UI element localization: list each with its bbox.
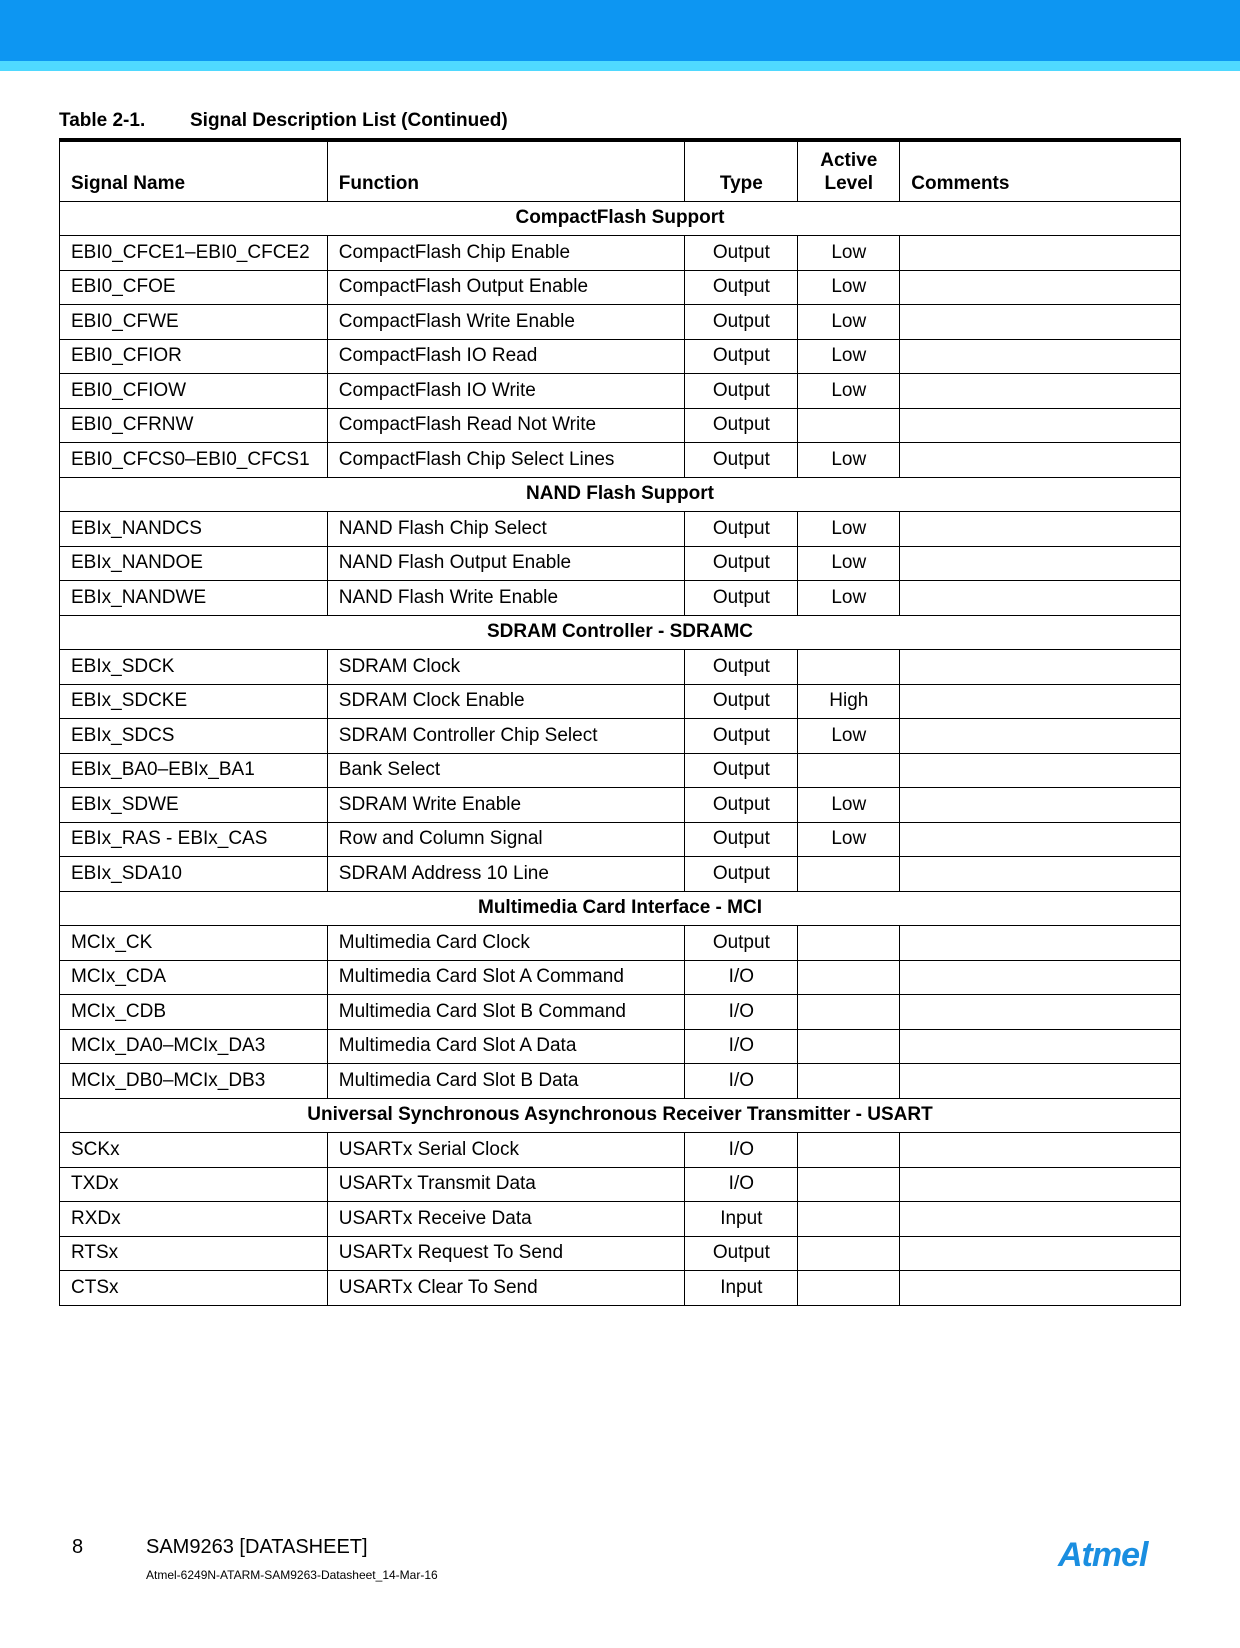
signal-name-cell: SCKx [60,1133,328,1168]
signal-table [59,138,1181,1306]
type-cell: I/O [685,1167,798,1202]
signal-name-cell: EBI0_CFCS0–EBI0_CFCS1 [60,443,328,478]
table-row [60,1236,1181,1271]
function-cell: Multimedia Card Slot B Data [327,1064,685,1099]
col-header-comments: Comments [900,140,1181,201]
type-cell: I/O [685,960,798,995]
group-title: Multimedia Card Interface - MCI [60,891,1181,926]
signal-name-cell: MCIx_CDA [60,960,328,995]
active-level-cell: Low [798,443,900,478]
col-header-signal-name: Signal Name [60,140,328,201]
table-number: Table 2-1. [59,110,146,131]
comments-cell [900,822,1181,857]
active-level-cell: Low [798,719,900,754]
active-level-cell: Low [798,270,900,305]
signal-name-cell: EBIx_SDA10 [60,857,328,892]
col-header-function: Function [327,140,685,201]
active-level-cell [798,960,900,995]
comments-cell [900,650,1181,685]
type-cell: Input [685,1271,798,1306]
function-cell: Multimedia Card Slot B Command [327,995,685,1030]
comments-cell [900,1029,1181,1064]
group-row [60,891,1181,926]
function-cell: CompactFlash IO Read [327,339,685,374]
type-cell: Output [685,926,798,961]
type-cell: I/O [685,1133,798,1168]
table-row [60,753,1181,788]
signal-name-cell: MCIx_DB0–MCIx_DB3 [60,1064,328,1099]
group-title: Universal Synchronous Asynchronous Receiver Transmitter - USART [60,1098,1181,1133]
signal-name-cell: CTSx [60,1271,328,1306]
active-level-cell [798,926,900,961]
active-level-cell [798,650,900,685]
group-row [60,201,1181,236]
function-cell: CompactFlash Output Enable [327,270,685,305]
comments-cell [900,512,1181,547]
comments-cell [900,960,1181,995]
comments-cell [900,1202,1181,1237]
table-row [60,650,1181,685]
function-cell: USARTx Serial Clock [327,1133,685,1168]
page-number: 8 [72,1536,84,1558]
signal-name-cell: TXDx [60,1167,328,1202]
function-cell: USARTx Receive Data [327,1202,685,1237]
table-row [60,1202,1181,1237]
function-cell: NAND Flash Write Enable [327,581,685,616]
comments-cell [900,1271,1181,1306]
type-cell: Output [685,822,798,857]
function-cell: SDRAM Clock Enable [327,684,685,719]
type-cell: Output [685,408,798,443]
signal-name-cell: RXDx [60,1202,328,1237]
active-level-cell: Low [798,339,900,374]
type-cell: I/O [685,1029,798,1064]
function-cell: CompactFlash IO Write [327,374,685,409]
atmel-logo: Atmel [1058,1536,1148,1574]
active-level-cell: Low [798,822,900,857]
type-cell: I/O [685,1064,798,1099]
function-cell: SDRAM Clock [327,650,685,685]
comments-cell [900,926,1181,961]
signal-name-cell: EBI0_CFIOW [60,374,328,409]
group-row [60,615,1181,650]
function-cell: USARTx Clear To Send [327,1271,685,1306]
active-level-cell [798,1133,900,1168]
function-cell: USARTx Request To Send [327,1236,685,1271]
active-level-cell [798,1064,900,1099]
function-cell: CompactFlash Chip Enable [327,236,685,271]
signal-name-cell: RTSx [60,1236,328,1271]
comments-cell [900,236,1181,271]
table-row [60,1133,1181,1168]
signal-name-cell: EBIx_NANDOE [60,546,328,581]
comments-cell [900,1236,1181,1271]
comments-cell [900,546,1181,581]
comments-cell [900,270,1181,305]
type-cell: I/O [685,995,798,1030]
type-cell: Output [685,443,798,478]
table-row [60,788,1181,823]
function-cell: Multimedia Card Clock [327,926,685,961]
signal-name-cell: EBIx_SDCKE [60,684,328,719]
group-row [60,1098,1181,1133]
document-title: SAM9263 [DATASHEET] [146,1536,368,1558]
comments-cell [900,1133,1181,1168]
type-cell: Output [685,546,798,581]
table-row [60,822,1181,857]
active-level-cell: Low [798,788,900,823]
comments-cell [900,857,1181,892]
header-bar [0,0,1240,61]
function-cell: CompactFlash Read Not Write [327,408,685,443]
table-title: Signal Description List (Continued) [190,110,508,131]
comments-cell [900,719,1181,754]
table-header-row [60,140,1181,201]
active-level-cell [798,408,900,443]
comments-cell [900,1064,1181,1099]
function-cell: SDRAM Controller Chip Select [327,719,685,754]
function-cell: SDRAM Write Enable [327,788,685,823]
type-cell: Output [685,1236,798,1271]
col-header-type: Type [685,140,798,201]
active-level-cell [798,1271,900,1306]
comments-cell [900,339,1181,374]
function-cell: USARTx Transmit Data [327,1167,685,1202]
active-level-cell: Low [798,305,900,340]
signal-name-cell: EBI0_CFWE [60,305,328,340]
active-level-cell: Low [798,581,900,616]
comments-cell [900,1167,1181,1202]
function-cell: NAND Flash Output Enable [327,546,685,581]
group-title: CompactFlash Support [60,201,1181,236]
type-cell: Output [685,581,798,616]
table-row [60,1029,1181,1064]
table-row [60,339,1181,374]
comments-cell [900,443,1181,478]
table-row [60,719,1181,754]
table-caption [59,110,508,132]
table-row [60,1064,1181,1099]
signal-name-cell: EBIx_SDCK [60,650,328,685]
comments-cell [900,374,1181,409]
active-level-cell [798,1236,900,1271]
signal-name-cell: EBI0_CFCE1–EBI0_CFCE2 [60,236,328,271]
col-header-active-level: Active Level [798,140,900,201]
signal-name-cell: EBIx_SDWE [60,788,328,823]
table-row [60,1271,1181,1306]
signal-name-cell: EBIx_RAS - EBIx_CAS [60,822,328,857]
active-level-cell [798,1167,900,1202]
type-cell: Output [685,788,798,823]
type-cell: Input [685,1202,798,1237]
comments-cell [900,684,1181,719]
table-row [60,1167,1181,1202]
type-cell: Output [685,684,798,719]
group-row [60,477,1181,512]
active-level-cell: Low [798,236,900,271]
signal-name-cell: EBIx_NANDCS [60,512,328,547]
group-title: SDRAM Controller - SDRAMC [60,615,1181,650]
active-level-cell [798,995,900,1030]
type-cell: Output [685,305,798,340]
group-title: NAND Flash Support [60,477,1181,512]
signal-name-cell: MCIx_DA0–MCIx_DA3 [60,1029,328,1064]
table-row [60,857,1181,892]
table-row [60,684,1181,719]
comments-cell [900,408,1181,443]
signal-name-cell: EBIx_BA0–EBIx_BA1 [60,753,328,788]
active-level-cell [798,753,900,788]
signal-name-cell: EBI0_CFIOR [60,339,328,374]
type-cell: Output [685,339,798,374]
function-cell: CompactFlash Chip Select Lines [327,443,685,478]
type-cell: Output [685,857,798,892]
header-stripe [0,61,1240,71]
document-id: Atmel-6249N-ATARM-SAM9263-Datasheet_14-Mar-16 [146,1568,438,1582]
table-row [60,995,1181,1030]
table-row [60,374,1181,409]
comments-cell [900,753,1181,788]
active-level-cell [798,857,900,892]
table-row [60,270,1181,305]
table-row [60,512,1181,547]
function-cell: Multimedia Card Slot A Command [327,960,685,995]
signal-name-cell: EBI0_CFOE [60,270,328,305]
table-row [60,546,1181,581]
type-cell: Output [685,374,798,409]
type-cell: Output [685,650,798,685]
active-level-cell: Low [798,374,900,409]
table-row [60,960,1181,995]
table-row [60,926,1181,961]
type-cell: Output [685,512,798,547]
active-level-cell [798,1029,900,1064]
table-row [60,305,1181,340]
comments-cell [900,995,1181,1030]
type-cell: Output [685,719,798,754]
type-cell: Output [685,270,798,305]
table-body [60,201,1181,1305]
comments-cell [900,581,1181,616]
function-cell: Row and Column Signal [327,822,685,857]
type-cell: Output [685,236,798,271]
comments-cell [900,305,1181,340]
signal-name-cell: MCIx_CK [60,926,328,961]
type-cell: Output [685,753,798,788]
table-row [60,236,1181,271]
signal-name-cell: MCIx_CDB [60,995,328,1030]
function-cell: NAND Flash Chip Select [327,512,685,547]
function-cell: Bank Select [327,753,685,788]
signal-name-cell: EBIx_NANDWE [60,581,328,616]
active-level-cell: Low [798,512,900,547]
signal-name-cell: EBI0_CFRNW [60,408,328,443]
active-level-cell: Low [798,546,900,581]
table-row [60,443,1181,478]
function-cell: CompactFlash Write Enable [327,305,685,340]
function-cell: Multimedia Card Slot A Data [327,1029,685,1064]
active-level-cell: High [798,684,900,719]
signal-name-cell: EBIx_SDCS [60,719,328,754]
comments-cell [900,788,1181,823]
table-row [60,408,1181,443]
active-level-cell [798,1202,900,1237]
table-row [60,581,1181,616]
function-cell: SDRAM Address 10 Line [327,857,685,892]
